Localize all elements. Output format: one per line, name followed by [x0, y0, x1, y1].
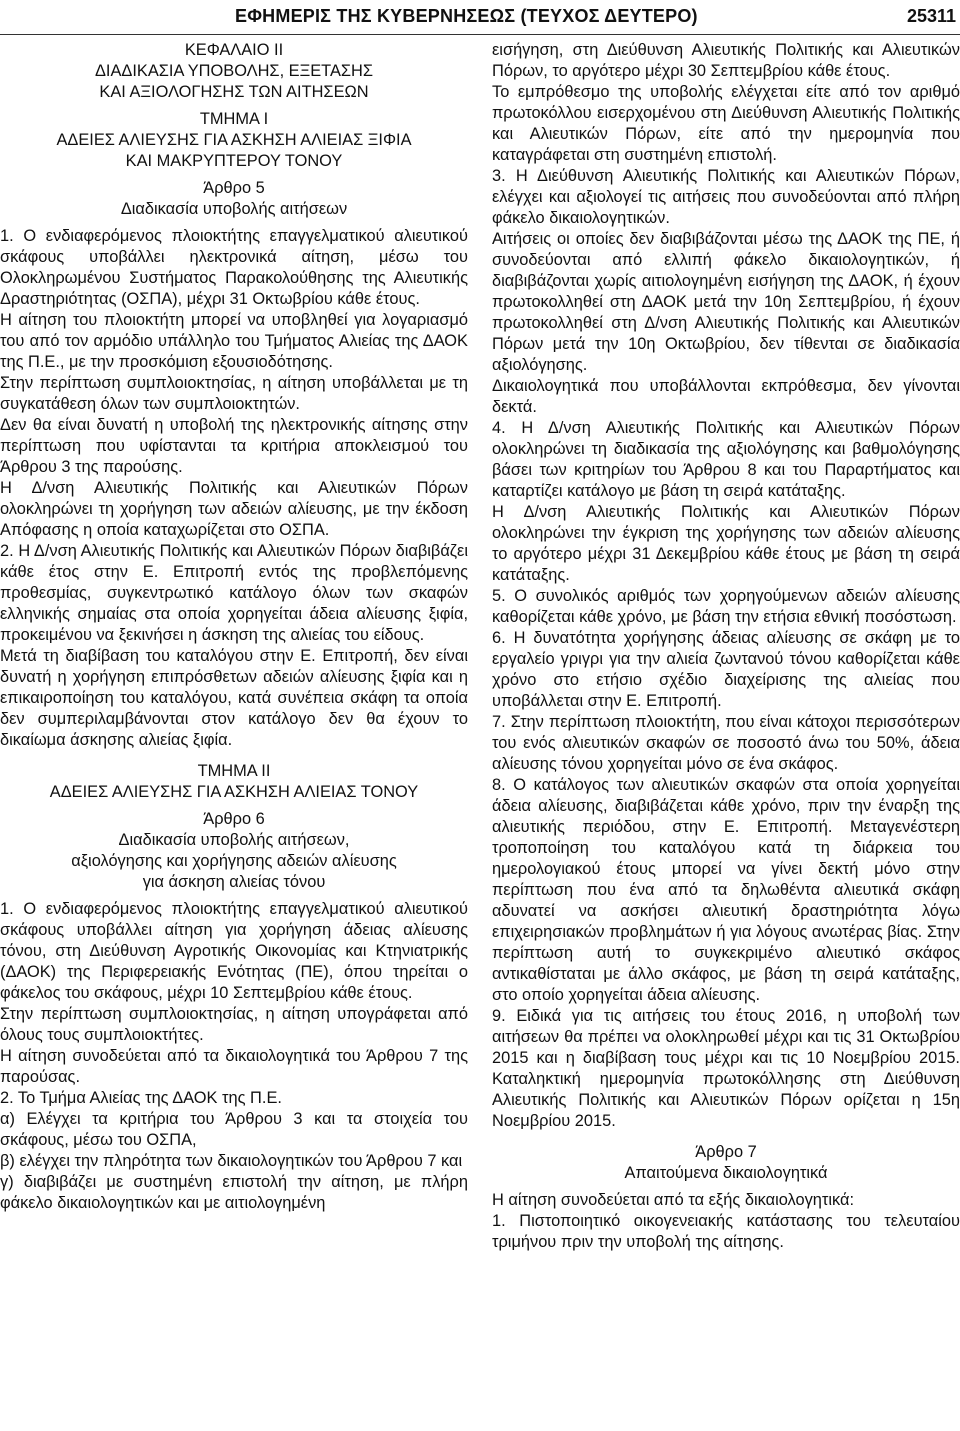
paragraph: εισήγηση, στη Διεύθυνση Αλιευτικής Πολιτικής και Αλιευτικών Πόρων, το αργότερο μέχρι 30 Σεπτεμβρίου κάθε έτους.: [492, 41, 960, 80]
paragraph: Η αίτηση συνοδεύεται από τα εξής δικαιολογητικά:: [492, 1191, 855, 1209]
paragraph: 1. Πιστοποιητικό οικογενειακής κατάστασης του τελευταίου τριμήνου πριν την υποβολή της αίτησης.: [492, 1212, 960, 1251]
article-subtitle-line: για άσκηση αλιείας τόνου: [142, 873, 326, 891]
article-subtitle: Διαδικασία υποβολής αιτήσεων,: [118, 831, 350, 849]
section-title: ΤΜΗΜΑ ΙΙ: [197, 762, 271, 780]
paragraph: Δικαιολογητικά που υποβάλλονται εκπρόθεσμα, δεν γίνονται δεκτά.: [492, 377, 960, 416]
paragraph: 9. Ειδικά για τις αιτήσεις του έτους 2016, η υποβολή των αιτήσεων θα πρέπει να ολοκληρωθεί μέχρι και τις 31 Οκτωβρίου 2015 και η διαβίβαση τους μέχρι και τις 10 Νοεμβρίου 2015. Καταληκτική ημερομηνία πρωτοκόλλησης στη Διεύθυνση Αλιευτικής Πολιτικής και Αλιευτικών Πόρων ορίζεται η 15η Νοεμβρίου 2015.: [492, 1007, 960, 1130]
paragraph: Η αίτηση του πλοιοκτήτη μπορεί να υποβληθεί για λογαριασμό του από τον αρμόδιο υπάλληλο του Τμήματος Αλιείας της ΔΑΟΚ της Π.Ε., με την προσκόμιση εξουσιοδότησης.: [0, 311, 468, 371]
section-title: ΤΜΗΜΑ Ι: [199, 110, 269, 128]
paragraph: 6. Η δυνατότητα χορήγησης άδειας αλίευσης σε σκάφη με το εργαλείο γριγρι για την αλιεία ζωντανού τόνου καθορίζεται κάθε χρόνο στο ετήσιο σχέδιο διαχείρισης της αλιείας που υποβάλλεται στην Ε. Επιτροπή.: [492, 629, 960, 710]
article-subtitle: Απαιτούμενα δικαιολογητικά: [624, 1164, 828, 1182]
article-title: Άρθρο 6: [203, 810, 265, 828]
section-heading: [0, 761, 468, 803]
paragraph: Η Δ/νση Αλιευτικής Πολιτικής και Αλιευτικών Πόρων ολοκληρώνει τη χορήγηση των αδειών αλίευσης, με την έκδοση Απόφασης η οποία καταχωρίζεται στο ΟΣΠΑ.: [0, 479, 468, 539]
paragraph: Στην περίπτωση συμπλοιοκτησίας, η αίτηση υποβάλλεται με τη συγκατάθεση όλων των συμπλοιοκτητών.: [0, 374, 468, 413]
paragraph: α) Ελέγχει τα κριτήρια του Άρθρου 3 και τα στοιχεία του σκάφους, μέσω του ΟΣΠΑ,: [0, 1110, 468, 1149]
section-title-line: ΚΑΙ ΜΑΚΡΥΠΤΕΡΟΥ ΤΟΝΟΥ: [125, 152, 343, 170]
section-heading: [0, 109, 468, 172]
paragraph: Δεν θα είναι δυνατή η υποβολή της ηλεκτρονικής αίτησης στην περίπτωση που υφίστανται τα κριτήρια αποκλεισμού του Άρθρου 3 της παρούσης.: [0, 416, 468, 476]
paragraph: 1. Ο ενδιαφερόμενος πλοιοκτήτης επαγγελματικού αλιευτικού σκάφους υποβάλλει αίτηση για χορήγηση άδειας αλίευσης τόνου, στη Διεύθυνση Αγροτικής Οικονομίας και Κτηνιατρικής (ΔΑΟΚ) της Περιφερειακής Ενότητας (ΠΕ), όπου τηρείται ο φάκελος του σκάφους, μέχρι 10 Σεπτεμβρίου κάθε έτους.: [0, 900, 468, 1002]
chapter-title: ΚΕΦΑΛΑΙΟ ΙΙ: [184, 41, 284, 59]
paragraph: 2. Το Τμήμα Αλιείας της ΔΑΟΚ της Π.Ε.: [0, 1089, 282, 1107]
paragraph: Αιτήσεις οι οποίες δεν διαβιβάζονται μέσω της ΔΑΟΚ της ΠΕ, ή συνοδεύονται από ελλιπή φάκελο δικαιολογητικών, ή διαβιβάζονται χωρίς αιτιολογημένη εισήγηση της ΔΑΟΚ, ή έχουν πρωτοκολληθεί στη ΔΑΟΚ μετά την 10η Σεπτεμβρίου, ή έχουν πρωτοκολληθεί στη Δ/νση Αλιευτικής Πολιτικής και Αλιευτικών Πόρων μετά την 10η Οκτωβρίου, δεν τίθενται σε διαδικασία αξιολόγησης.: [492, 230, 960, 374]
section-title-line: ΑΔΕΙΕΣ ΑΛΙΕΥΣΗΣ ΓΙΑ ΑΣΚΗΣΗ ΑΛΙΕΙΑΣ ΤΟΝΟΥ: [49, 783, 419, 801]
paragraph: Το εμπρόθεσμο της υποβολής ελέγχεται είτε από τον αριθμό πρωτοκόλλου εισερχομένου στη Διεύθυνση Αλιευτικής Πολιτικής και Αλιευτικών Πόρων, είτε από την ημερομηνία που καταγράφεται στη συστημένη επιστολή.: [492, 83, 960, 164]
paragraph: β) ελέγχει την πληρότητα των δικαιολογητικών του Άρθρου 7 και: [0, 1152, 463, 1170]
article-title: Άρθρο 7: [695, 1143, 757, 1161]
left-column: [0, 40, 468, 1214]
paragraph: Μετά τη διαβίβαση του καταλόγου στην Ε. Επιτροπή, δεν είναι δυνατή η χορήγηση επιπρόσθετων αδειών αλίευσης ξιφία και η επικαιροποίηση του καταλόγου, κατά συνέπεια σκάφη τα οποία δεν συμπεριλαμβάνονται στον κατάλογο δεν θα έχουν το δικαίωμα άσκησης αλιείας ξιφία.: [0, 647, 468, 749]
running-title: ΕΦΗΜΕΡΙΣ ΤΗΣ ΚΥΒΕΡΝΗΣΕΩΣ (ΤΕΥΧΟΣ ΔΕΥΤΕΡΟ): [235, 6, 698, 26]
paragraph: 1. Ο ενδιαφερόμενος πλοιοκτήτης επαγγελματικού αλιευτικού σκάφους υποβάλλει ηλεκτρονικά αίτηση, μέσω του Ολοκληρωμένου Συστήματος Παρακολούθησης της Αλιευτικής Δραστηριότητας (ΟΣΠΑ), μέχρι 31 Οκτωβρίου κάθε έτους.: [0, 227, 468, 308]
page-header: [0, 0, 960, 35]
chapter-title-line: ΔΙΑΔΙΚΑΣΙΑ ΥΠΟΒΟΛΗΣ, ΕΞΕΤΑΣΗΣ: [94, 62, 374, 80]
paragraph: 5. Ο συνολικός αριθμός των χορηγούμενων αδειών αλίευσης καθορίζεται κάθε χρόνο, με βάση την ετήσια εθνική ποσόστωση.: [492, 587, 960, 626]
paragraph: Στην περίπτωση συμπλοιοκτησίας, η αίτηση υπογράφεται από όλους τους συμπλοιοκτήτες.: [0, 1005, 468, 1044]
section-title-line: ΑΔΕΙΕΣ ΑΛΙΕΥΣΗΣ ΓΙΑ ΑΣΚΗΣΗ ΑΛΙΕΙΑΣ ΞΙΦΙΑ: [56, 131, 412, 149]
paragraph: Η αίτηση συνοδεύεται από τα δικαιολογητικά του Άρθρου 7 της παρούσας.: [0, 1047, 468, 1086]
article-subtitle-line: αξιολόγησης και χορήγησης αδειών αλίευσης: [71, 852, 397, 870]
paragraph: Η Δ/νση Αλιευτικής Πολιτικής και Αλιευτικών Πόρων ολοκληρώνει την έγκριση της χορήγησης των αδειών αλίευσης το αργότερο μέχρι 31 Δεκεμβρίου κάθε έτους με βάση τη σειρά κατάταξης.: [492, 503, 960, 584]
paragraph: 2. Η Δ/νση Αλιευτικής Πολιτικής και Αλιευτικών Πόρων διαβιβάζει κάθε έτος στην Ε. Επιτροπή εντός της προβλεπόμενης προθεσμίας, συγκεντρωτικό κατάλογο όλων των σκαφών ελληνικής σημαίας στα οποία χορηγείται άδεια αλίευσης ξιφία, προκειμένου να ξεκινήσει η άσκηση της αλιείας του είδους.: [0, 542, 468, 644]
paragraph: 8. Ο κατάλογος των αλιευτικών σκαφών στα οποία χορηγείται άδεια αλίευσης, διαβιβάζεται κάθε χρόνο, πριν την έναρξη της αλιευτικής περιόδου, στην Ε. Επιτροπή. Μεταγενέστερη τροποποίηση του καταλόγου κατά τη διάρκεια του ημερολογιακού έτους μπορεί να γίνει δεκτή μόνο στην περίπτωση που ένα από τα δηλωθέντα αλιευτικά σκάφη αδυνατεί να ασκήσει αλιευτική δραστηριότητα λόγω επιχειρησιακών προβλημάτων ή για λόγους ανωτέρας βίας. Στην περίπτωση αυτή το συγκεκριμένο αλιευτικό σκάφος αντικαθίσταται με άλλο σκάφος, με βάση τη σειρά κατάταξης, στο οποίο χορηγείται άδεια αλίευσης.: [492, 776, 960, 1004]
paragraph: 7. Στην περίπτωση πλοιοκτήτη, που είναι κάτοχοι περισσότερων του ενός αλιευτικών σκαφών σε ποσοστό άνω του 50%, άδεια αλίευσης τόνου χορηγείται μόνο σε ένα σκάφος.: [492, 713, 960, 773]
page-number: 25311: [906, 6, 956, 26]
paragraph: γ) διαβιβάζει με συστημένη επιστολή την αίτηση, με πλήρη φάκελο δικαιολογητικών και με αιτιολογημένη: [0, 1173, 468, 1212]
paragraph: 3. Η Διεύθυνση Αλιευτικής Πολιτικής και Αλιευτικών Πόρων, ελέγχει και αξιολογεί τις αιτήσεις που συνοδεύονται από πλήρη φάκελο δικαιολογητικών.: [492, 167, 960, 227]
right-column: [492, 40, 960, 1253]
article-subtitle: Διαδικασία υποβολής αιτήσεων: [120, 200, 348, 218]
chapter-heading: [0, 40, 468, 103]
paragraph: 4. Η Δ/νση Αλιευτικής Πολιτικής και Αλιευτικών Πόρων ολοκληρώνει τη διαδικασία της αξιολόγησης και βαθμολόγησης βάσει των κριτηρίων του Άρθρου 8 και του Παραρτήματος και καταρτίζει κατάλογο με βάση τη σειρά κατάταξης.: [492, 419, 960, 500]
article-title: Άρθρο 5: [203, 179, 265, 197]
chapter-title-line: ΚΑΙ ΑΞΙΟΛΟΓΗΣΗΣ ΤΩΝ ΑΙΤΗΣΕΩΝ: [99, 83, 369, 101]
